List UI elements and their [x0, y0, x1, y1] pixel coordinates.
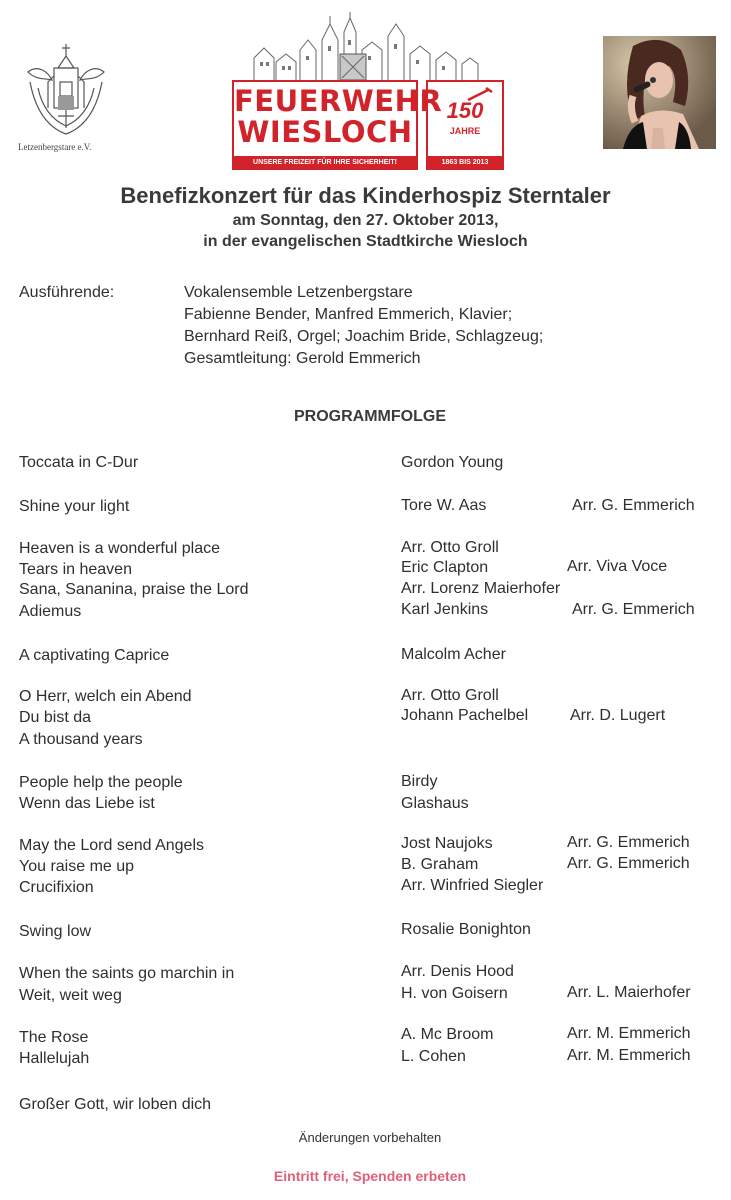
- program-title: May the Lord send Angels: [19, 837, 205, 854]
- program-title: Swing low: [19, 923, 92, 940]
- concert-title: Benefizkonzert für das Kinderhospiz Sterntaler: [120, 183, 611, 208]
- singer-photo-image: [603, 36, 716, 149]
- feuerwehr-wordmark: [232, 80, 443, 170]
- church-emblem-icon: [18, 38, 114, 142]
- program-title: Wenn das Liebe ist: [19, 795, 155, 812]
- anniversary-badge: [426, 80, 504, 170]
- program-title: Großer Gott, wir loben dich: [19, 1096, 212, 1113]
- emblem-caption: Letzenbergstare e.V.: [18, 142, 92, 152]
- program-arranger: Arr. D. Lugert: [570, 707, 666, 724]
- program-title: People help the people: [19, 774, 183, 791]
- program-title: Toccata in C-Dur: [19, 454, 139, 471]
- program-composer: B. Graham: [401, 856, 479, 873]
- program-arranger: Arr. G. Emmerich: [567, 855, 690, 872]
- program-arranger: Arr. Viva Voce: [567, 558, 668, 575]
- program-composer: Eric Clapton: [401, 559, 489, 576]
- performer-line: Gesamtleitung: Gerold Emmerich: [184, 350, 421, 367]
- program-title: A thousand years: [19, 731, 143, 748]
- feuerwehr-title-line1: FEUERWEHR: [234, 84, 443, 118]
- program-composer: Arr. Otto Groll: [401, 687, 499, 704]
- program-composer: Arr. Denis Hood: [401, 963, 514, 980]
- program-title: The Rose: [19, 1029, 89, 1046]
- entry-note: Eintritt frei, Spenden erbeten: [273, 1168, 467, 1184]
- program-composer: Karl Jenkins: [401, 601, 489, 618]
- program-composer: Arr. Winfried Siegler: [401, 877, 544, 894]
- program-composer: Jost Naujoks: [401, 835, 493, 852]
- feuerwehr-slogan: UNSERE FREIZEIT FÜR IHRE SICHERHEIT!: [232, 156, 418, 170]
- program-composer: Glashaus: [401, 795, 469, 812]
- town-skyline-icon: [250, 10, 490, 82]
- program-title: Sana, Sananina, praise the Lord: [19, 581, 249, 598]
- program-composer: Rosalie Bonighton: [401, 921, 531, 938]
- performer-line: Vokalensemble Letzenbergstare: [184, 284, 413, 301]
- program-title: Crucifixion: [19, 879, 94, 896]
- program-title: A captivating Caprice: [19, 647, 170, 664]
- performer-line: Fabienne Bender, Manfred Emmerich, Klavier;: [184, 306, 513, 323]
- program-title: Shine your light: [19, 498, 130, 515]
- anniversary-years: 1863 BIS 2013: [426, 156, 504, 170]
- anniversary-word: JAHRE: [449, 126, 481, 136]
- program-composer: Gordon Young: [401, 454, 504, 471]
- program-composer: Tore W. Aas: [401, 497, 487, 514]
- program-composer: L. Cohen: [401, 1048, 466, 1065]
- program-title: Adiemus: [19, 603, 82, 620]
- program-heading: PROGRAMMFOLGE: [294, 408, 446, 425]
- program-title: Weit, weit weg: [19, 987, 122, 1004]
- program-composer: Arr. Lorenz Maierhofer: [401, 580, 561, 597]
- program-title: You raise me up: [19, 858, 135, 875]
- feuerwehr-logo: [230, 10, 510, 166]
- program-arranger: Arr. M. Emmerich: [567, 1025, 691, 1042]
- program-arranger: Arr. M. Emmerich: [567, 1047, 691, 1064]
- program-composer: H. von Goisern: [401, 985, 508, 1002]
- program-title: Hallelujah: [19, 1050, 90, 1067]
- program-arranger: Arr. G. Emmerich: [572, 601, 695, 618]
- program-composer: Malcolm Acher: [401, 646, 506, 663]
- feuerwehr-title-line2: WIESLOCH: [237, 115, 413, 149]
- program-composer: Arr. Otto Groll: [401, 539, 499, 556]
- program-title: Du bist da: [19, 709, 92, 726]
- performer-line: Bernhard Reiß, Orgel; Joachim Bride, Schlagzeug;: [184, 328, 544, 345]
- program-composer: A. Mc Broom: [401, 1026, 494, 1043]
- program-title: O Herr, welch ein Abend: [19, 688, 192, 705]
- program-arranger: Arr. G. Emmerich: [572, 497, 695, 514]
- program-title: Tears in heaven: [19, 561, 132, 578]
- concert-date: am Sonntag, den 27. Oktober 2013,: [232, 212, 499, 229]
- performers-label: Ausführende:: [19, 284, 115, 301]
- program-arranger: Arr. G. Emmerich: [567, 834, 690, 851]
- program-composer: Birdy: [401, 773, 438, 790]
- program-title: When the saints go marchin in: [19, 965, 235, 982]
- concert-location: in der evangelischen Stadtkirche Wiesloch: [203, 233, 528, 250]
- ensemble-emblem: [18, 38, 114, 156]
- program-composer: Johann Pachelbel: [401, 707, 529, 724]
- anniversary-number: 150: [446, 98, 484, 123]
- changes-note: Änderungen vorbehalten: [298, 1130, 442, 1145]
- singer-photo: [603, 36, 716, 149]
- program-title: Heaven is a wonderful place: [19, 540, 221, 557]
- program-arranger: Arr. L. Maierhofer: [567, 984, 691, 1001]
